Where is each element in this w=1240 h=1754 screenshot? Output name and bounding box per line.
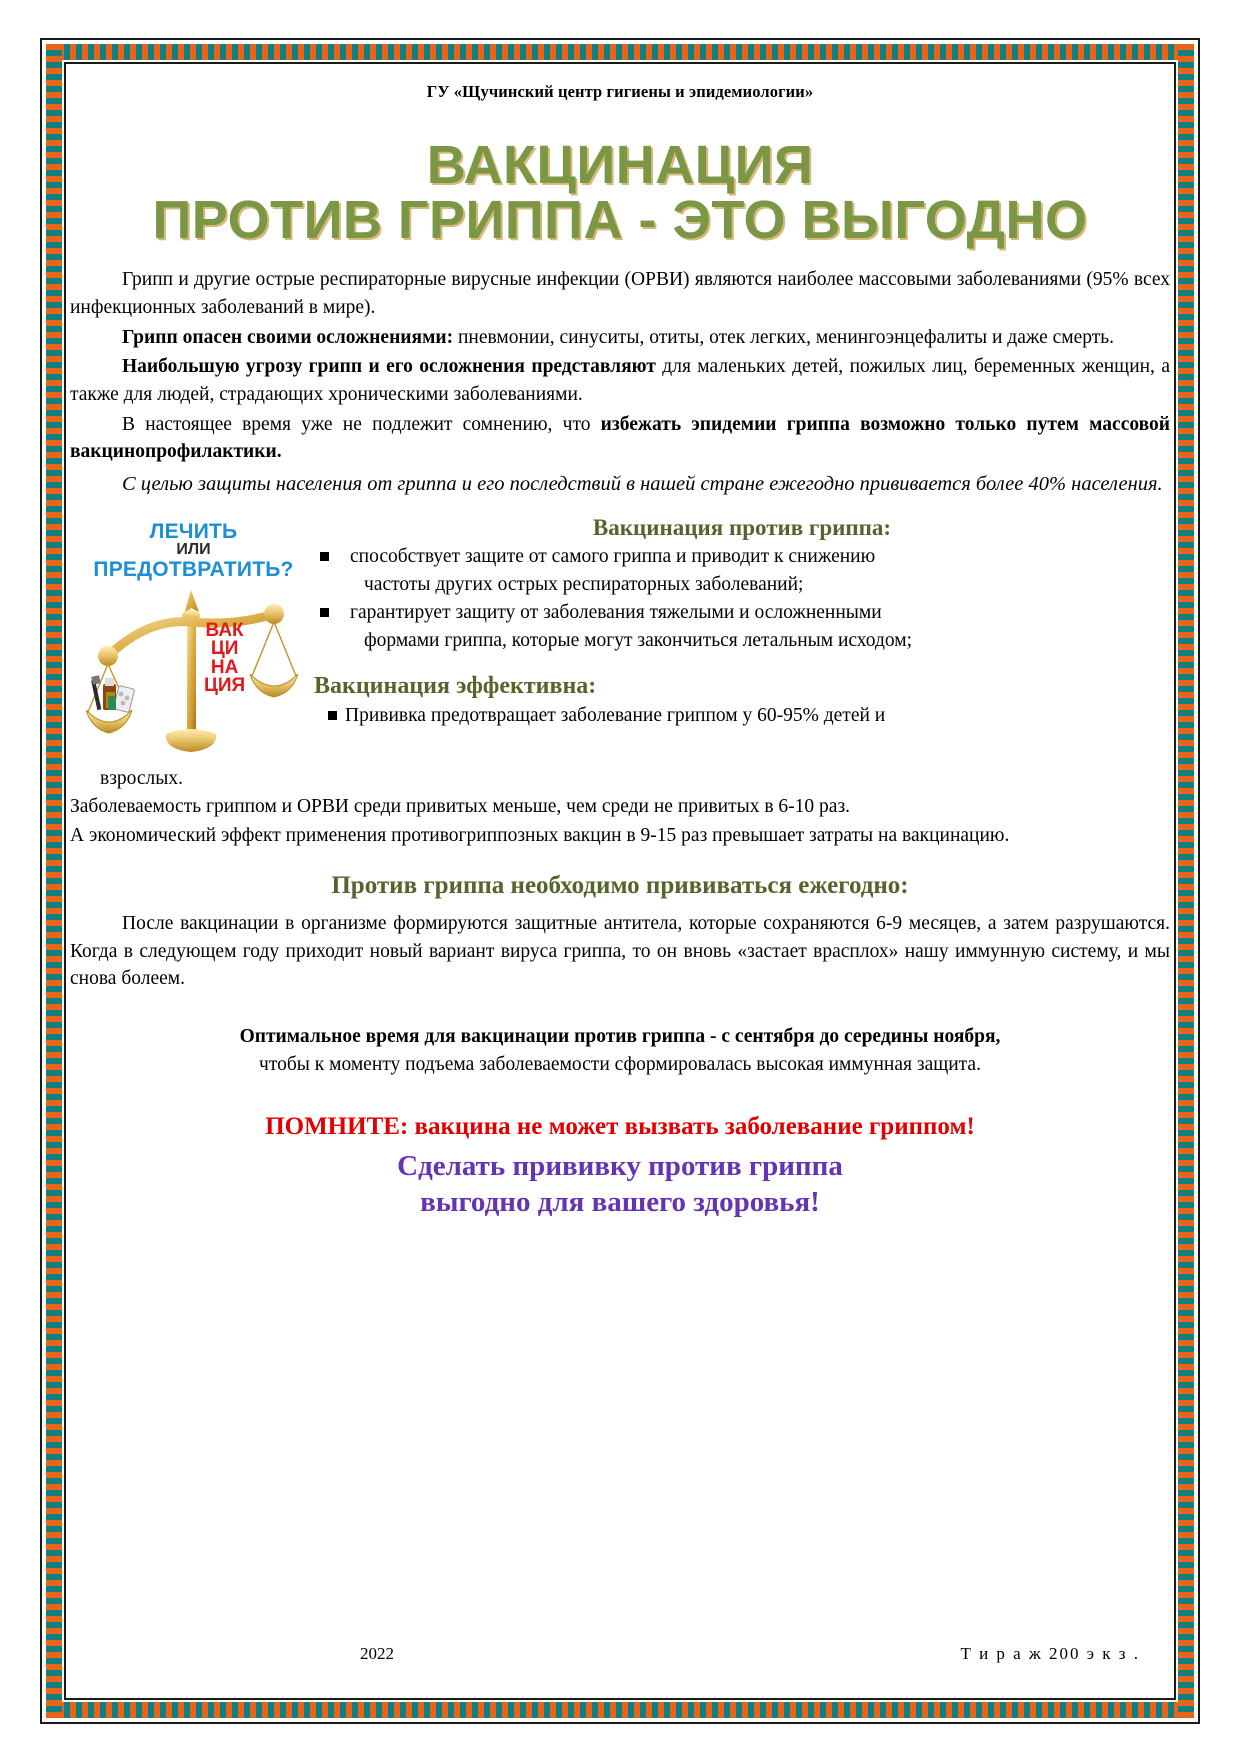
scales-svg [86, 584, 301, 759]
paragraph-country-coverage: С целью защиты населения от гриппа и его последствий в нашей стране ежегодно прививается более 40% населения. [122, 472, 1163, 495]
illustration-caption [86, 521, 301, 580]
vaccination-bullet-list [314, 543, 1170, 655]
remember-label: ПОМНИТЕ: [265, 1113, 409, 1141]
balance-scales-graphic [86, 584, 301, 759]
bullet-1-line-1: способствует защите от самого гриппа и приводит к снижению [350, 546, 876, 568]
bullet-square-icon [320, 552, 329, 561]
border-pattern-left [46, 44, 62, 1718]
paragraph-complications [70, 324, 1170, 352]
paragraph-risk-groups [70, 353, 1170, 408]
paragraph-prophylaxis [70, 411, 1170, 466]
remember-text: вакцина не может вызвать заболевание гриппом! [408, 1113, 975, 1141]
bullet-2-line-2: формами гриппа, которые могут закончиться летальным исходом; [364, 630, 913, 652]
scales-illustration [86, 521, 301, 771]
caption-line-1: ЛЕЧИТЬ [149, 520, 238, 544]
vaccination-list-column [310, 515, 1170, 729]
border-pattern-bottom [46, 1702, 1194, 1718]
paragraph-intro-text: Грипп и другие острые респираторные вирусные инфекции (ОРВИ) являются наиболее массовыми заболеваниями (95% всех инфекционных заболеваний в мире). [70, 269, 1170, 318]
vak-label-line-1: ВАК [205, 620, 244, 642]
vaccination-scale-label [204, 622, 245, 695]
risk-rest: для маленьких детей, пожилых лиц, беременных женщин, а также для людей, страдающих хроническими заболеваниями. [70, 356, 1170, 405]
footer-print-run: Т и р а ж 200 э к з . [960, 1644, 1140, 1663]
list-item [314, 599, 1170, 654]
complications-rest: пневмонии, синуситы, отиты, отек легких, менингоэнцефалиты и даже смерть. [453, 326, 1115, 348]
vak-label-line-4: ЦИЯ [204, 674, 246, 696]
list-item [314, 543, 1170, 598]
effectiveness-para-1: Заболеваемость гриппом и ОРВИ среди привитых меньше, чем среди не привитых в 6-10 раз. [70, 796, 851, 818]
complications-bold: Грипп опасен своими осложнениями: [122, 326, 454, 348]
bullet-2-line-1: гарантирует защиту от заболевания тяжелыми и осложненными [350, 602, 882, 624]
annual-heading: Против гриппа необходимо прививаться ежегодно: [331, 871, 909, 899]
page-title [70, 135, 1170, 251]
footer [70, 1644, 1170, 1664]
bullet-1-line-2: частоты других острых респираторных заболеваний; [364, 573, 804, 595]
footer-year: 2022 [360, 1644, 394, 1663]
cta-line-2: выгодно для вашего здоровья! [420, 1185, 820, 1218]
risk-bold: Наибольшую угрозу грипп и его осложнения представляют [122, 356, 656, 378]
bullet-square-icon [320, 608, 329, 617]
vak-label-line-2: ЦИ [210, 638, 239, 660]
prophylaxis-bold: избежать эпидемии гриппа возможно только путем массовой вакцинопрофилактики. [70, 413, 1170, 463]
cta-line-1: Сделать прививку против гриппа [397, 1150, 843, 1183]
caption-line-3: ПРЕДОТВРАТИТЬ? [93, 557, 294, 581]
border-pattern-top [46, 44, 1194, 60]
effectiveness-continuation: взрослых. [100, 768, 184, 790]
remember-block [70, 1113, 1170, 1141]
effectiveness-bullet-text: Прививка предотвращает заболевание гриппом у 60-95% детей и [345, 704, 886, 726]
prophylaxis-plain: В настоящее время уже не подлежит сомнению, что [122, 413, 601, 435]
annual-paragraph: После вакцинации в организме формируются защитные антитела, которые сохраняются 6-9 месяцев, а затем разрушаются. Когда в следующем году приходит новый вариант вируса гриппа, то он вновь «застает врасплох» нашу иммунную систему, и мы снова болеем. [70, 912, 1170, 990]
vaccination-heading: Вакцинация против гриппа: [592, 515, 892, 541]
caption-line-2: ИЛИ [176, 541, 211, 559]
bullet-square-icon [328, 711, 337, 720]
paragraph-intro [70, 266, 1170, 321]
border-pattern-right [1178, 44, 1194, 1718]
call-to-action [70, 1149, 1170, 1220]
organization-name: ГУ «Щучинский центр гигиены и эпидемиологии» [426, 82, 814, 101]
effectiveness-bullet [314, 702, 1170, 730]
vak-label-line-3: НА [210, 656, 239, 678]
title-line-1: ВАКЦИНАЦИЯ [426, 135, 814, 195]
optimal-normal-line: чтобы к моменту подъема заболеваемости сформировалась высокая иммунная защита. [259, 1054, 981, 1076]
optimal-time-block [70, 1023, 1170, 1080]
poster-content [70, 70, 1170, 1690]
effectiveness-heading: Вакцинация эффективна: [314, 672, 597, 699]
effectiveness-para-2: А экономический эффект применения противогриппозных вакцин в 9-15 раз превышает затраты на вакцинацию. [70, 824, 1010, 846]
title-line-2: ПРОТИВ ГРИППА - ЭТО ВЫГОДНО [152, 190, 1088, 251]
illustration-and-list-block [70, 515, 1170, 765]
optimal-bold-line: Оптимальное время для вакцинации против гриппа - с сентября до середины ноября, [239, 1025, 1001, 1047]
